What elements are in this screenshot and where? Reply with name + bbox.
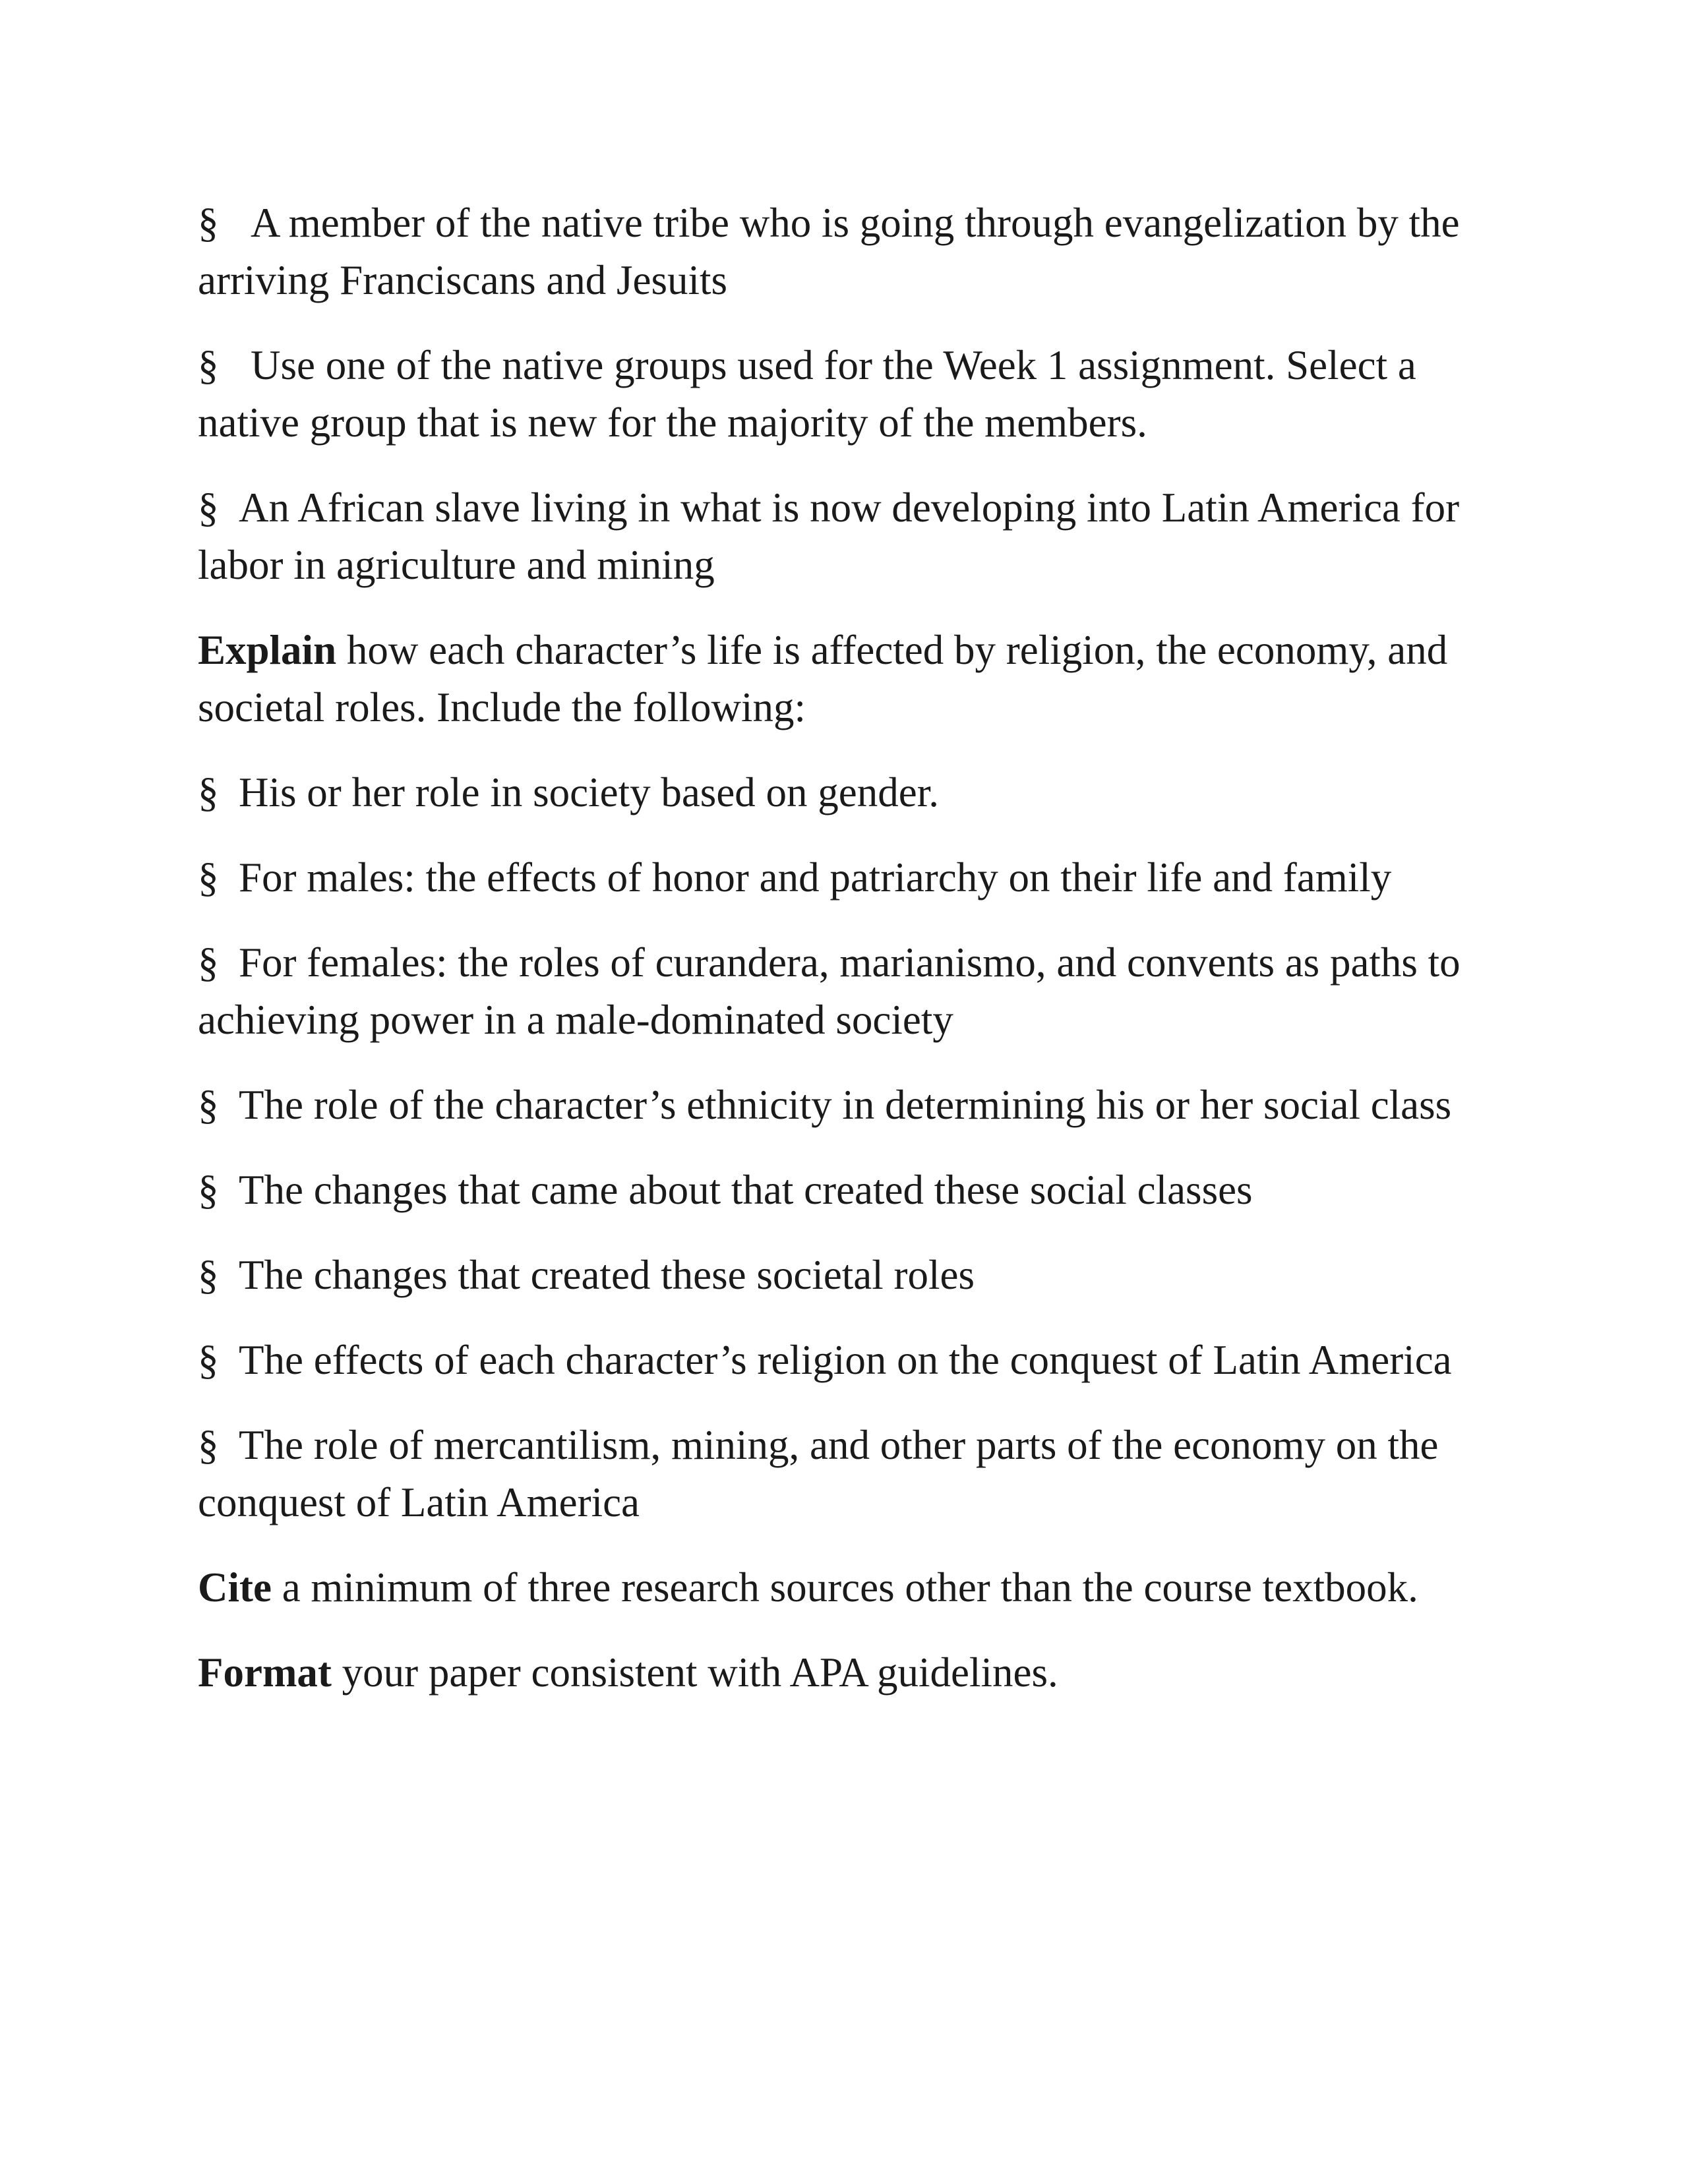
cite-text: a minimum of three research sources other than the course textbook. [271, 1564, 1418, 1610]
list-item [198, 934, 1510, 1049]
list-item [198, 1332, 1510, 1389]
explain-instruction [198, 622, 1510, 736]
requirement-economy-role: The role of mercantilism, mining, and other parts of the economy on the conquest of Latin America [198, 1422, 1439, 1525]
section-bullet-icon: § [198, 854, 219, 900]
section-bullet-icon: § [198, 1422, 219, 1468]
list-item [198, 1247, 1510, 1304]
section-bullet-icon: § [198, 1252, 219, 1298]
format-text: your paper consistent with APA guidelines. [331, 1649, 1058, 1696]
list-item [198, 479, 1510, 594]
requirement-religion-effects: The effects of each character’s religion on the conquest of Latin America [239, 1337, 1452, 1383]
requirement-societal-role-changes: The changes that created these societal roles [239, 1252, 975, 1298]
list-item [198, 764, 1510, 821]
section-bullet-icon: § [198, 200, 219, 246]
character-african-slave: An African slave living in what is now developing into Latin America for labor in agriculture and mining [198, 485, 1460, 588]
section-bullet-icon: § [198, 485, 219, 531]
list-item [198, 337, 1510, 452]
list-item [198, 194, 1510, 309]
list-item [198, 849, 1510, 906]
format-instruction [198, 1644, 1510, 1701]
requirement-gender-role: His or her role in society based on gender. [239, 769, 939, 815]
assignment-text [198, 194, 1510, 1729]
section-bullet-icon: § [198, 1167, 219, 1213]
section-bullet-icon: § [198, 1337, 219, 1383]
list-item [198, 1162, 1510, 1219]
requirement-males: For males: the effects of honor and patriarchy on their life and family [239, 854, 1392, 900]
list-item [198, 1077, 1510, 1134]
cite-instruction [198, 1559, 1510, 1616]
character-native-tribe: A member of the native tribe who is going through evangelization by the arriving Franciscans and Jesuits [198, 200, 1460, 303]
requirement-females: For females: the roles of curandera, marianismo, and convents as paths to achieving power in a male-dominated society [198, 939, 1461, 1043]
list-item [198, 1417, 1510, 1531]
cite-keyword: Cite [198, 1564, 272, 1610]
section-bullet-icon: § [198, 939, 219, 986]
explain-text: how each character’s life is affected by religion, the economy, and societal roles. Include the following: [198, 627, 1448, 730]
section-bullet-icon: § [198, 769, 219, 815]
format-keyword: Format [198, 1649, 332, 1696]
requirement-social-class-changes: The changes that came about that created these social classes [239, 1167, 1253, 1213]
explain-keyword: Explain [198, 627, 337, 673]
character-native-group-note: Use one of the native groups used for the Week 1 assignment. Select a native group that is new for the majority of the members. [198, 342, 1416, 446]
section-bullet-icon: § [198, 1082, 219, 1128]
requirement-ethnicity: The role of the character’s ethnicity in determining his or her social class [239, 1082, 1452, 1128]
section-bullet-icon: § [198, 342, 219, 388]
